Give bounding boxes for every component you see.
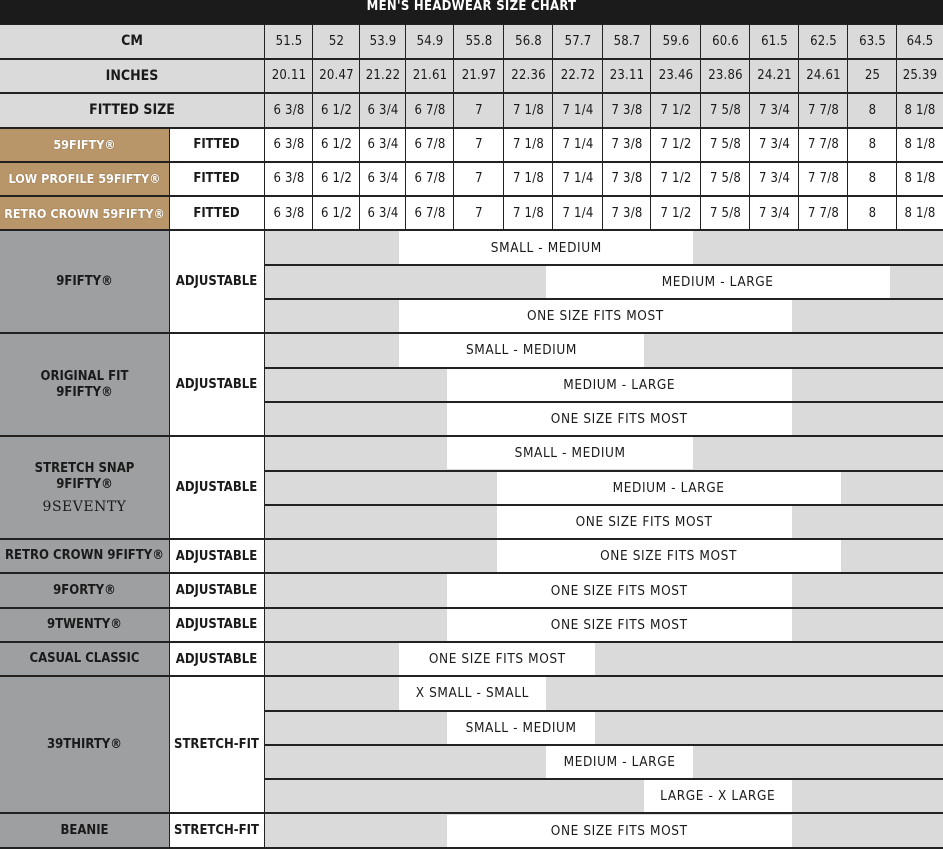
fitted-size-value: 7 3/4 xyxy=(750,162,799,196)
fitted-size-value: 8 1/8 xyxy=(897,162,943,196)
model-fit-type: ADJUSTABLE xyxy=(169,642,264,676)
column-divider xyxy=(552,24,553,230)
fitted-value: 6 3/8 xyxy=(265,93,313,128)
fitted-size-value: 8 1/8 xyxy=(897,128,943,162)
model-fit-type: ADJUSTABLE xyxy=(169,608,264,642)
cm-value: 60.6 xyxy=(701,24,750,59)
fitted-size-value: 7 1/2 xyxy=(651,128,701,162)
inches-value: 21.22 xyxy=(360,59,406,94)
fitted-size-value: 7 3/4 xyxy=(750,128,799,162)
inches-value: 23.86 xyxy=(701,59,750,94)
fitted-size-value: 7 1/4 xyxy=(553,128,603,162)
model-name xyxy=(0,676,169,813)
row-divider xyxy=(264,401,943,403)
model-name-fitted: 59FIFTY® xyxy=(0,128,169,162)
fitted-size-value: 6 1/2 xyxy=(313,162,360,196)
model-name-fitted: LOW PROFILE 59FIFTY® xyxy=(0,162,169,196)
fitted-size-value: 7 3/8 xyxy=(603,162,651,196)
column-divider xyxy=(798,24,799,230)
fitted-size-value: 8 1/8 xyxy=(897,196,943,230)
fitted-size-value: 7 1/2 xyxy=(651,162,701,196)
column-divider xyxy=(359,24,360,230)
fitted-size-value: 6 3/4 xyxy=(360,128,406,162)
size-range-bar: X SMALL - SMALL xyxy=(399,677,546,709)
model-name-line: 9FIFTY® xyxy=(56,476,113,492)
row-divider xyxy=(264,264,943,266)
model-name-line: 9TWENTY® xyxy=(47,616,122,632)
fitted-size-value: 8 xyxy=(848,128,897,162)
model-name xyxy=(0,814,169,848)
size-range-bar: LARGE - X LARGE xyxy=(644,780,792,812)
chart-title: MEN'S HEADWEAR SIZE CHART xyxy=(0,0,943,24)
row-divider xyxy=(264,470,943,472)
row-divider xyxy=(0,675,943,677)
row-divider xyxy=(0,58,943,60)
row-divider xyxy=(264,710,943,712)
column-divider xyxy=(896,24,897,230)
row-divider xyxy=(264,367,943,369)
fitted-size-value: 7 xyxy=(454,128,504,162)
fitted-size-value: 7 xyxy=(454,196,504,230)
fitted-size-value: 6 7/8 xyxy=(406,162,454,196)
fitted-size-value: 7 5/8 xyxy=(701,128,750,162)
fitted-value: 7 1/8 xyxy=(504,93,553,128)
inches-value: 21.61 xyxy=(406,59,454,94)
column-divider xyxy=(169,128,170,848)
row-divider xyxy=(0,538,943,540)
row-divider xyxy=(0,24,943,25)
inches-value: 23.46 xyxy=(651,59,701,94)
size-range-bar: ONE SIZE FITS MOST xyxy=(447,574,792,606)
size-range-bar: ONE SIZE FITS MOST xyxy=(447,609,792,641)
model-fit-type: FITTED xyxy=(169,128,264,162)
fitted-size-value: 7 7/8 xyxy=(799,162,848,196)
size-range-bar: SMALL - MEDIUM xyxy=(447,437,694,469)
size-range-bar: MEDIUM - LARGE xyxy=(447,369,792,401)
row-divider xyxy=(264,744,943,746)
fitted-size-value: 6 7/8 xyxy=(406,128,454,162)
fitted-size-value: 7 1/4 xyxy=(553,196,603,230)
model-name-line: 39THIRTY® xyxy=(47,736,122,752)
model-fit-type: STRETCH-FIT xyxy=(169,676,264,813)
fitted-value: 8 xyxy=(848,93,897,128)
inches-value: 25 xyxy=(848,59,897,94)
inches-value: 22.36 xyxy=(504,59,553,94)
fitted-size-value: 7 1/8 xyxy=(504,128,553,162)
column-divider xyxy=(847,24,848,230)
column-divider xyxy=(503,24,504,230)
fitted-value: 7 xyxy=(454,93,504,128)
model-name xyxy=(0,608,169,642)
row-divider xyxy=(0,607,943,609)
row-divider xyxy=(264,298,943,300)
fitted-value: 7 1/2 xyxy=(651,93,701,128)
cm-value: 52 xyxy=(313,24,360,59)
size-range-bar: ONE SIZE FITS MOST xyxy=(399,300,792,332)
model-name-fitted: RETRO CROWN 59FIFTY® xyxy=(0,196,169,230)
model-name xyxy=(0,436,169,539)
row-divider xyxy=(0,92,943,94)
fitted-size-value: 7 7/8 xyxy=(799,196,848,230)
row-divider xyxy=(0,229,943,231)
fitted-size-value: 7 3/8 xyxy=(603,128,651,162)
model-name-line: ORIGINAL FIT xyxy=(40,368,129,384)
inches-value: 24.21 xyxy=(750,59,799,94)
fitted-size-value: 6 3/4 xyxy=(360,162,406,196)
model-fit-type: FITTED xyxy=(169,196,264,230)
cm-value: 56.8 xyxy=(504,24,553,59)
fitted-size-value: 6 3/8 xyxy=(265,196,313,230)
row-divider xyxy=(264,778,943,780)
fitted-value: 8 1/8 xyxy=(897,93,943,128)
cm-value: 51.5 xyxy=(265,24,313,59)
size-range-bar: SMALL - MEDIUM xyxy=(447,712,596,744)
model-name xyxy=(0,539,169,573)
size-range-bar: MEDIUM - LARGE xyxy=(546,266,890,298)
model-name xyxy=(0,642,169,676)
row-divider xyxy=(0,435,943,437)
size-range-bar: MEDIUM - LARGE xyxy=(546,746,694,778)
header-label-cm: CM xyxy=(0,24,264,59)
column-divider xyxy=(264,24,265,848)
cm-value: 64.5 xyxy=(897,24,943,59)
size-range-bar: SMALL - MEDIUM xyxy=(399,334,644,366)
size-range-bar: ONE SIZE FITS MOST xyxy=(447,403,792,435)
fitted-size-value: 6 3/4 xyxy=(360,196,406,230)
fitted-size-value: 6 3/8 xyxy=(265,128,313,162)
size-range-bar: SMALL - MEDIUM xyxy=(399,231,693,263)
model-name-line: STRETCH SNAP xyxy=(34,460,135,476)
model-name-line: 9FIFTY® xyxy=(56,384,113,400)
fitted-size-value: 7 7/8 xyxy=(799,128,848,162)
cm-value: 61.5 xyxy=(750,24,799,59)
model-note: 9SEVENTY xyxy=(42,498,127,515)
inches-value: 25.39 xyxy=(897,59,943,94)
model-fit-type: ADJUSTABLE xyxy=(169,539,264,573)
size-range-bar: ONE SIZE FITS MOST xyxy=(447,815,792,847)
size-range-track xyxy=(265,779,943,813)
inches-value: 24.61 xyxy=(799,59,848,94)
model-name-line: RETRO CROWN 9FIFTY® xyxy=(5,548,164,564)
fitted-size-value: 7 1/2 xyxy=(651,196,701,230)
fitted-size-value: 6 1/2 xyxy=(313,196,360,230)
size-range-track xyxy=(265,711,943,745)
inches-value: 20.11 xyxy=(265,59,313,94)
cm-value: 54.9 xyxy=(406,24,454,59)
fitted-size-value: 7 3/4 xyxy=(750,196,799,230)
model-fit-type: FITTED xyxy=(169,162,264,196)
size-range-bar: ONE SIZE FITS MOST xyxy=(399,643,595,675)
model-name-line: BEANIE xyxy=(60,822,109,838)
size-range-bar: ONE SIZE FITS MOST xyxy=(497,540,841,572)
fitted-value: 7 7/8 xyxy=(799,93,848,128)
cm-value: 58.7 xyxy=(603,24,651,59)
row-divider xyxy=(0,127,943,129)
header-label-fitted: FITTED SIZE xyxy=(0,93,264,128)
fitted-size-value: 7 5/8 xyxy=(701,196,750,230)
row-divider xyxy=(0,161,943,163)
cm-value: 57.7 xyxy=(553,24,603,59)
inches-value: 22.72 xyxy=(553,59,603,94)
fitted-size-value: 8 xyxy=(848,196,897,230)
fitted-size-value: 6 3/8 xyxy=(265,162,313,196)
model-name xyxy=(0,230,169,333)
model-fit-type: ADJUSTABLE xyxy=(169,230,264,333)
cm-value: 55.8 xyxy=(454,24,504,59)
cm-value: 59.6 xyxy=(651,24,701,59)
model-fit-type: ADJUSTABLE xyxy=(169,573,264,607)
inches-value: 20.47 xyxy=(313,59,360,94)
column-divider xyxy=(405,24,406,230)
row-divider xyxy=(0,195,943,197)
fitted-size-value: 7 3/8 xyxy=(603,196,651,230)
model-fit-type: ADJUSTABLE xyxy=(169,333,264,436)
model-fit-type: STRETCH-FIT xyxy=(169,814,264,848)
fitted-value: 7 1/4 xyxy=(553,93,603,128)
fitted-value: 7 3/8 xyxy=(603,93,651,128)
fitted-size-value: 7 5/8 xyxy=(701,162,750,196)
inches-value: 21.97 xyxy=(454,59,504,94)
column-divider xyxy=(749,24,750,230)
fitted-size-value: 7 1/8 xyxy=(504,196,553,230)
fitted-value: 7 3/4 xyxy=(750,93,799,128)
row-divider xyxy=(0,332,943,334)
fitted-size-value: 8 xyxy=(848,162,897,196)
column-divider xyxy=(602,24,603,230)
row-divider xyxy=(0,812,943,814)
column-divider xyxy=(312,24,313,230)
fitted-value: 6 1/2 xyxy=(313,93,360,128)
model-name xyxy=(0,573,169,607)
column-divider xyxy=(453,24,454,230)
fitted-value: 7 5/8 xyxy=(701,93,750,128)
model-fit-type: ADJUSTABLE xyxy=(169,436,264,539)
size-range-bar: ONE SIZE FITS MOST xyxy=(497,506,792,538)
model-name xyxy=(0,333,169,436)
column-divider xyxy=(700,24,701,230)
row-divider xyxy=(264,504,943,506)
size-range-track xyxy=(265,676,943,710)
cm-value: 63.5 xyxy=(848,24,897,59)
fitted-size-value: 6 7/8 xyxy=(406,196,454,230)
fitted-size-value: 6 1/2 xyxy=(313,128,360,162)
size-range-bar: MEDIUM - LARGE xyxy=(497,472,841,504)
cm-value: 53.9 xyxy=(360,24,406,59)
column-divider xyxy=(650,24,651,230)
cm-value: 62.5 xyxy=(799,24,848,59)
size-range-track xyxy=(265,642,943,676)
fitted-value: 6 3/4 xyxy=(360,93,406,128)
row-divider xyxy=(0,641,943,643)
inches-value: 23.11 xyxy=(603,59,651,94)
model-name-line: 9FORTY® xyxy=(53,582,116,598)
fitted-size-value: 7 1/8 xyxy=(504,162,553,196)
fitted-size-value: 7 xyxy=(454,162,504,196)
model-name-line: 9FIFTY® xyxy=(56,273,113,289)
header-label-inches: INCHES xyxy=(0,59,264,94)
model-name-line: CASUAL CLASSIC xyxy=(29,651,140,667)
row-divider xyxy=(0,572,943,574)
fitted-size-value: 7 1/4 xyxy=(553,162,603,196)
fitted-value: 6 7/8 xyxy=(406,93,454,128)
